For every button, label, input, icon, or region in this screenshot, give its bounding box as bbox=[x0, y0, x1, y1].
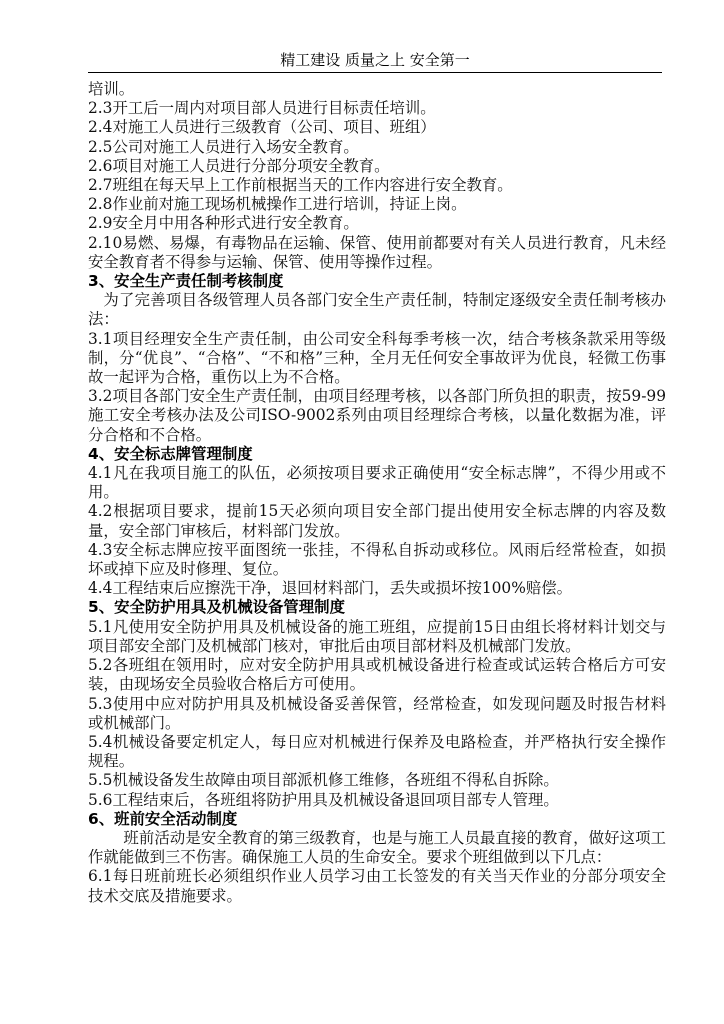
paragraph: 5.4机械设备要定机定人，每日应对机械进行保养及电路检查，并严格执行安全操作规程。 bbox=[88, 732, 666, 771]
paragraph: 5.1凡使用安全防护用具及机械设备的施工班组，应提前15日由组长将材料计划交与项目部安全部门及机械部门核对，审批后由项目部材料及机械部门发放。 bbox=[88, 617, 666, 655]
paragraph: 3.1项目经理安全生产责任制，由公司安全科每季考核一次，结合考核条款采用等级制，分“优良”、“合格”、“不和格”三种，全月无任何安全事故评为优良，轻微工伤事故一起评为合格，重伤以上为不合格。 bbox=[88, 329, 666, 387]
paragraph: 2.10易燃、易爆，有毒物品在运输、保管、使用前都要对有关人员进行教育，凡未经安全教育者不得参与运输、保管、使用等操作过程。 bbox=[88, 233, 666, 271]
paragraph: 2.7班组在每天早上工作前根据当天的工作内容进行安全教育。 bbox=[88, 176, 513, 195]
paragraph: 培训。 bbox=[88, 80, 135, 98]
paragraph: 5.5机械设备发生故障由项目部派机修工维修，各班组不得私自拆除。 bbox=[88, 771, 559, 790]
paragraph: 2.9安全月中用各种形式进行安全教育。 bbox=[88, 214, 359, 233]
section-heading: 4、安全标志牌管理制度 bbox=[88, 444, 253, 463]
page-header: 精工建设 质量之上 安全第一 bbox=[88, 50, 662, 73]
paragraph: 为了完善项目各级管理人员各部门安全生产责任制，特制定逐级安全责任制考核办法： bbox=[88, 291, 666, 329]
paragraph: 班前活动是安全教育的第三级教育，也是与施工人员最直接的教育，做好这项工作就能做到三不伤害。确保施工人员的生命安全。要求个班组做到以下几点： bbox=[88, 828, 666, 867]
document-body bbox=[88, 80, 666, 906]
paragraph: 4.1凡在我项目施工的队伍，必须按项目要求正确使用“安全标志牌”，不得少用或不用。 bbox=[88, 464, 666, 502]
paragraph: 5.3使用中应对防护用具及机械设备妥善保管，经常检查，如发现问题及时报告材料或机械部门。 bbox=[88, 694, 666, 732]
section-heading: 5、安全防护用具及机械设备管理制度 bbox=[88, 598, 345, 617]
paragraph: 2.4对施工人员进行三级教育（公司、项目、班组） bbox=[88, 118, 436, 137]
section-heading: 6、班前安全活动制度 bbox=[88, 809, 238, 828]
paragraph: 4.2根据项目要求，提前15天必须向项目安全部门提出使用安全标志牌的内容及数量，安全部门审核后，材料部门发放。 bbox=[88, 502, 666, 540]
paragraph: 2.3开工后一周内对项目部人员进行目标责任培训。 bbox=[88, 99, 436, 118]
paragraph: 5.6工程结束后，各班组将防护用具及机械设备退回项目部专人管理。 bbox=[88, 790, 559, 809]
paragraph: 6.1每日班前班长必须组织作业人员学习由工长签发的有关当天作业的分部分项安全技术交底及措施要求。 bbox=[88, 867, 666, 905]
section-heading: 3、安全生产责任制考核制度 bbox=[88, 272, 284, 291]
paragraph: 3.2项目各部门安全生产责任制，由项目经理考核，以各部门所负担的职责，按59-99施工安全考核办法及公司ISO-9002系列由项目经理综合考核，以量化数据为准，评分合格和不合格。 bbox=[88, 387, 666, 444]
paragraph: 4.4工程结束后应擦洗干净，退回材料部门，丢失或损坏按100%赔偿。 bbox=[88, 579, 573, 598]
paragraph: 2.6项目对施工人员进行分部分项安全教育。 bbox=[88, 156, 390, 175]
paragraph: 2.8作业前对施工现场机械操作工进行培训，持证上岗。 bbox=[88, 195, 467, 214]
paragraph: 4.3安全标志牌应按平面图统一张挂，不得私自拆动或移位。风雨后经常检查，如损坏或掉下应及时修理、复位。 bbox=[88, 540, 666, 579]
paragraph: 5.2各班组在领用时，应对安全防护用具或机械设备进行检查或试运转合格后方可安装，由现场安全员验收合格后方可使用。 bbox=[88, 656, 666, 694]
paragraph: 2.5公司对施工人员进行入场安全教育。 bbox=[88, 137, 359, 156]
